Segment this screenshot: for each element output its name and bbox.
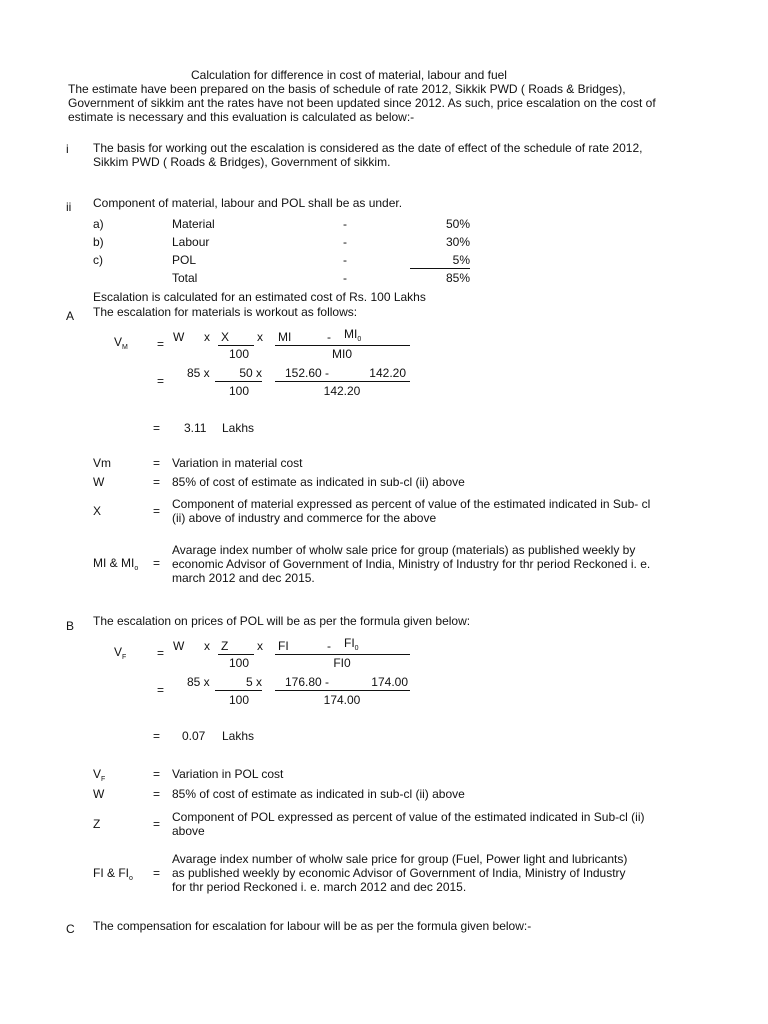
value-index-current: 176.80 - <box>285 675 330 689</box>
formula-index-current: FI <box>278 639 289 653</box>
component-dash: - <box>343 253 347 267</box>
component-dash: - <box>343 235 347 249</box>
formula-component: X <box>221 330 230 344</box>
fraction-rule <box>215 381 262 382</box>
definition-term: Vm <box>93 456 111 470</box>
result-unit: Lakhs <box>222 729 255 743</box>
value-index-base: 142.20 <box>369 366 406 380</box>
component-label: b) <box>93 235 104 249</box>
definition-term: X <box>93 504 102 518</box>
item-ii-marker: ii <box>66 200 72 214</box>
value-denominator: 142.20 <box>323 384 361 398</box>
definition-text: 85% of cost of estimate as indicated in sub-cl (ii) above <box>172 475 465 489</box>
fraction-rule <box>275 690 410 691</box>
definition-text: Variation in POL cost <box>172 767 284 781</box>
formula-minus: - <box>327 639 331 653</box>
value-w: 85 x <box>187 675 210 689</box>
value-component: 50 x <box>239 366 262 380</box>
value-component: 5 x <box>245 675 262 689</box>
total-name: Total <box>172 271 198 285</box>
total-dash: - <box>343 271 347 285</box>
section-b-marker: B <box>66 619 75 633</box>
definition-text: 85% of cost of estimate as indicated in sub-cl (ii) above <box>172 787 465 801</box>
formula-w: W <box>173 639 185 653</box>
component-percent: 5% <box>452 253 470 267</box>
equals-sign: = <box>153 475 161 489</box>
formula-w: W <box>173 330 185 344</box>
equals-sign: = <box>157 374 165 388</box>
formula-index-current: MI <box>278 330 292 344</box>
value-index-current: 152.60 - <box>285 366 330 380</box>
result-value: 0.07 <box>182 729 206 743</box>
value-w: 85 x <box>187 366 210 380</box>
item-ii-text: Component of material, labour and POL shall be as under. <box>93 196 403 210</box>
formula-variable: $V_F$ <box>114 645 127 661</box>
definition-term: MI & $MI_o$ <box>93 556 139 572</box>
equals-sign: = <box>153 767 161 781</box>
component-name: Material <box>172 217 215 231</box>
formula-denominator: MI0 <box>331 347 352 361</box>
equals-sign: = <box>153 421 161 435</box>
formula-variable: $V_M$ <box>114 335 128 351</box>
item-i-text: The basis for working out the escalation is considered as the date of effect of the schedule of rate 2012, Sikkim PWD ( Roads & Bridges), Government of sikkim. <box>93 141 643 169</box>
equals-sign: = <box>153 556 161 570</box>
formula-multiply: x <box>257 639 263 653</box>
item-i-marker: i <box>66 142 69 156</box>
value-denominator: 174.00 <box>323 693 361 707</box>
definition-text: Avarage index number of wholw sale price for group (Fuel, Power light and lubricants) as published weekly by economic Advisor of Government of India, Ministry of Industry for thr period Reckoned i. e. march 2012 and dec 2015. <box>172 852 628 894</box>
formula-minus: - <box>327 330 331 344</box>
page-title: Calculation for difference in cost of material, labour and fuel <box>191 68 507 82</box>
component-label: a) <box>93 217 104 231</box>
equals-sign: = <box>153 504 161 518</box>
value-index-base: 174.00 <box>371 675 408 689</box>
fraction-rule <box>275 381 410 382</box>
equals-sign: = <box>157 646 165 660</box>
component-label: c) <box>93 253 103 267</box>
equals-sign: = <box>157 337 165 351</box>
section-a-heading: The escalation for materials is workout as follows: <box>93 305 358 319</box>
equals-sign: = <box>153 866 161 880</box>
formula-multiply: x <box>204 639 210 653</box>
equals-sign: = <box>153 787 161 801</box>
equals-sign: = <box>153 729 161 743</box>
intro-paragraph: The estimate have been prepared on the basis of schedule of rate 2012, Sikkik PWD ( Roads & Bridges), Government of sikkim ant the rates have not been updated since 2012. As such, price escalation on the cost of estimate is necessary and this evaluation is calculated as below:- <box>68 82 656 124</box>
total-percent: 85% <box>445 271 470 285</box>
definition-term: FI & $FI_o$ <box>93 866 133 882</box>
equals-sign: = <box>153 817 161 831</box>
section-a-marker: A <box>66 309 75 323</box>
fraction-rule <box>218 345 254 346</box>
formula-multiply: x <box>257 330 263 344</box>
result-unit: Lakhs <box>222 421 255 435</box>
fraction-rule <box>215 690 262 691</box>
definition-text: Component of POL expressed as percent of value of the estimated indicated in Sub-cl (ii) above <box>172 810 645 838</box>
formula-denominator: 100 <box>228 347 250 361</box>
section-c-heading: The compensation for escalation for labour will be as per the formula given below:- <box>93 919 532 933</box>
escalation-note: Escalation is calculated for an estimated cost of Rs. 100 Lakhs <box>93 290 426 304</box>
equals-sign: = <box>157 683 165 697</box>
fraction-rule <box>275 345 410 346</box>
section-c-marker: C <box>66 922 75 936</box>
total-rule <box>410 268 470 269</box>
section-b-heading: The escalation on prices of POL will be as per the formula given below: <box>93 614 471 628</box>
formula-denominator: 100 <box>228 656 250 670</box>
component-name: POL <box>172 253 197 267</box>
definition-text: Component of material expressed as percent of value of the estimated indicated in Sub- cl (ii) above of industry and commerce for the above <box>172 497 651 525</box>
definition-text: Variation in material cost <box>172 456 303 470</box>
component-name: Labour <box>172 235 210 249</box>
component-percent: 50% <box>445 217 470 231</box>
definition-term: Z <box>93 817 101 831</box>
formula-denominator: FI0 <box>333 656 351 670</box>
result-value: 3.11 <box>184 421 207 435</box>
equals-sign: = <box>153 456 161 470</box>
definition-term: W <box>93 787 105 801</box>
definition-term: W <box>93 475 105 489</box>
formula-index-base: $FI_0$ <box>344 636 359 652</box>
fraction-rule <box>275 654 410 655</box>
value-denominator: 100 <box>228 693 250 707</box>
formula-multiply: x <box>204 330 210 344</box>
component-percent: 30% <box>445 235 470 249</box>
formula-index-base: $MI_0$ <box>344 327 362 343</box>
fraction-rule <box>218 654 254 655</box>
component-dash: - <box>343 217 347 231</box>
value-denominator: 100 <box>228 384 250 398</box>
definition-text: Avarage index number of wholw sale price for group (materials) as published weekly by economic Advisor of Government of India, Ministry of Industry for thr period Reckoned i. e. march 2012 and dec 2015. <box>172 543 651 585</box>
formula-component: Z <box>221 639 229 653</box>
definition-term: $V_F$ <box>93 767 106 783</box>
